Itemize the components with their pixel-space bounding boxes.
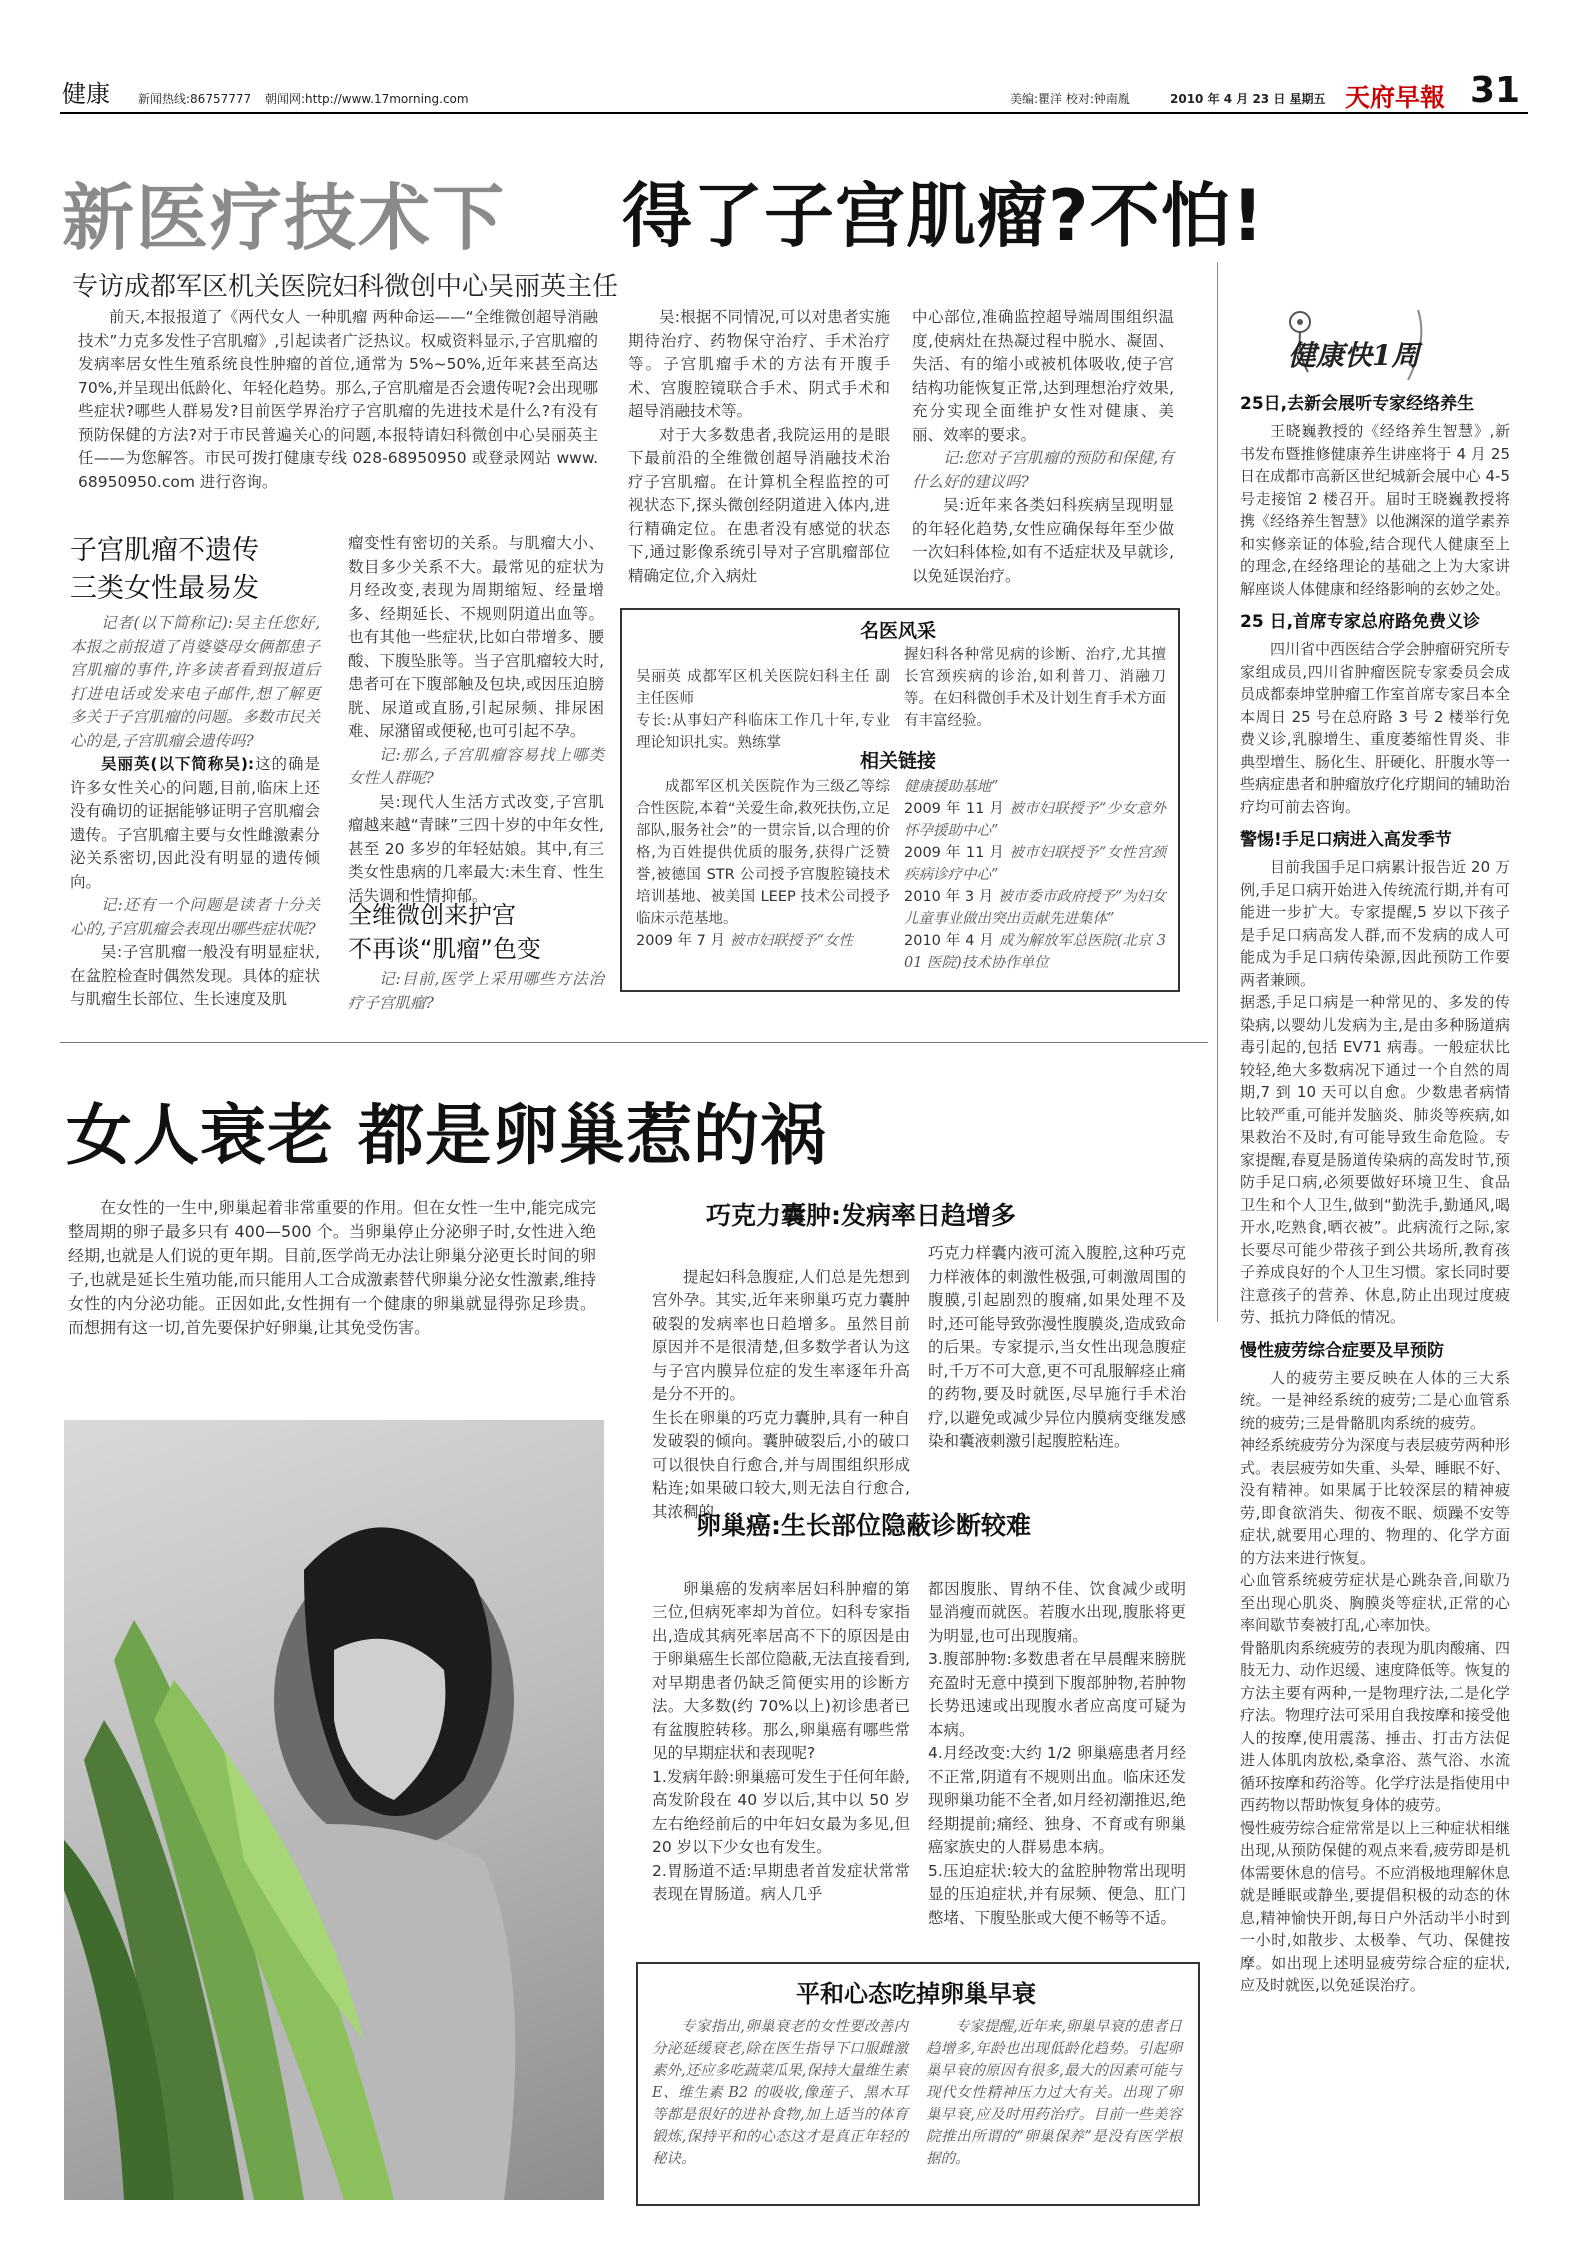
related-link-left: 成都军区机关医院作为三级乙等综合性医院,本着“关爱生命,救死扶伤,立足部队,服务社会”的一贯宗旨,以合理的价格,为百姓提供优质的服务,获得广泛赞誉,被德国 STR 公司授予宫腹腔镜技术培训基地、被美国 LEEP 技术公司授予临床示范基地。 2009 年 7 月 被市妇联授予“女性 — [636, 779, 890, 949]
woman-photo — [64, 1420, 604, 2200]
sidebar-logo — [1268, 300, 1468, 390]
sidebar-item — [1240, 392, 1510, 600]
woman-photo-illustration — [64, 1420, 604, 2200]
header-editors: 美编:瞿洋 校对:钟南胤 — [1010, 92, 1130, 106]
sidebar-item-body: 人的疲劳主要反映在人体的三大系统。一是神经系统的疲劳;二是心血管系统的疲劳;三是骨骼肌肉系统的疲劳。 神经系统疲劳分为深度与表层疲劳两种形式。表层疲劳如失重、头晕、睡眠不好、没有精神。如果属于比较深层的精神疲劳,即食欲消失、彻夜不眠、烦躁不安等症状,就要用心理的、物理的、化学方面的方法来进行恢复。 心血管系统疲劳症状是心跳杂音,间歇乃至出现心肌炎、胸膜炎等症状,正常的心率间歇节奏被打乱,心率加快。 骨骼肌肉系统疲劳的表现为肌肉酸痛、四肢无力、动作迟缓、速度降低等。恢复的方法主要有两种,一是物理疗法,二是化学疗法。物理疗法可采用自我按摩和接受他人的按摩,使用震荡、捶击、打击方法促进人体肌肉放松,桑拿浴、蒸气浴、水流循环按摩和药浴等。化学疗法是指使用中西药物以帮助恢复身体的疲劳。 慢性疲劳综合症常常是以上三种症状相继出现,从预防保健的观点来看,疲劳即是机体需要休息的信号。不应消极地理解休息就是睡眠或静坐,要提倡积极的动态的休息,精神愉快开朗,每日户外活动半小时到一小时,如散步、太极拳、气功、保健按摩。如出现上述明显疲劳综合症的症状,应及时就医,以免延误治疗。 — [1240, 1368, 1511, 1994]
article2-section2-title: 卵巢癌:生长部位隐蔽诊断较难 — [696, 1511, 1031, 1540]
article2-title: 女人衰老 都是卵巢惹的祸 — [66, 1097, 827, 1174]
related-link-right: 健康援助基地” 2009 年 11 月 被市妇联授予“少女意外怀孕援助中心” 2009 年 11 月 被市妇联授予“女性宫颈疾病诊疗中心” 2010 年 3 月 被市委市政府授予“为妇女儿童事业做出突出贡献先进集体” 2010 年 4 月 成为解放军总医院(北京 301 医院)技术协作单位 — [904, 779, 1167, 971]
article1-col3: 吴:根据不同情况,可以对患者实施期待治疗、药物保守治疗、手术治疗等。子宫肌瘤手术的方法有开腹手术、宫腹腔镜联合手术、阴式手术和超导消融技术等。 对于大多数患者,我院运用的是眼下最前沿的全维微创超导消融技术治疗子宫肌瘤。在计算机全程监控的可视状态下,探头微创经阴道进入体内,进行精确定位。在患者没有感觉的状态下,通过影像系统引导对子宫肌瘤部位精确定位,介入病灶 — [628, 308, 890, 585]
related-link-title: 相关链接 — [859, 750, 936, 772]
sidebar-item-title: 25 日,首席专家总府路免费义诊 — [1240, 612, 1481, 632]
page-number: 31 — [1470, 70, 1521, 111]
header-date: 2010 年 4 月 23 日 星期五 — [1170, 92, 1326, 106]
article1-title-left: 新医疗技术下 — [62, 176, 507, 260]
expert-box-title: 名医风采 — [859, 620, 936, 642]
article2-s2-col2: 都因腹胀、胃纳不佳、饮食减少或明显消瘦而就医。若腹水出现,腹胀将更为明显,也可出现腹痛。 3.腹部肿物:多数患者在早晨醒来膀胱充盈时无意中摸到下腹部肿物,若肿物长势迅速或出现腹水者应高度可疑为本病。 4.月经改变:大约 1/2 卵巢癌患者月经不正常,阴道有不规则出血。临床还发现卵巢功能不全者,如月经初潮推迟,绝经期提前;痛经、独身、不育或有卵巢癌家族史的人群易患本病。 5.压迫症状:较大的盆腔肿物常出现明显的压迫症状,并有尿频、便急、肛门憋堵、下腹坠胀或大便不畅等不适。 — [928, 1579, 1186, 1927]
article1-section-heading-1: 子宫肌瘤不遗传 三类女性最易发 — [70, 535, 259, 604]
article1-col1: 记者(以下简称记):吴主任您好,本报之前报道了肖婆婆母女俩都患子宫肌瘤的事件,许多读者看到报道后打进电话或发来电子邮件,想了解更多关于子宫肌瘤的问题。多数市民关心的是,子宫肌瘤会遗传吗? 吴丽英(以下简称吴):这的确是许多女性关心的问题,目前,临床上还没有确切的证据能够证明子宫肌瘤会遗传。子宫肌瘤主要与女性雌激素分泌关系密切,因此没有明显的遗传倾向。 记:还有一个问题是读者十分关心的,子宫肌瘤会表现出哪些症状呢? 吴:子宫肌瘤一般没有明显症状,在盆腔检查时偶然发现。具体的症状与肌瘤生长部位、生长速度及肌 — [70, 614, 320, 1008]
article1-col4: 中心部位,准确监控超导端周围组织温度,使病灶在热凝过程中脱水、凝固、失活、有的缩小或被机体吸收,使子宫结构功能恢复正常,达到理想治疗效果,充分实现全面维护女性对健康、美丽、效率的要求。 记:您对子宫肌瘤的预防和保健,有什么好的建议吗? 吴:近年来各类妇科疾病呈现明显的年轻化趋势,女性应确保每年至少做一次妇科体检,如有不适症状及早就诊,以免延误治疗。 — [912, 308, 1174, 585]
article1-section-heading-2: 全维微创来护宫 不再谈“肌瘤”色变 — [348, 901, 541, 963]
article1-title-right: 得了子宫肌瘤?不怕! — [622, 175, 1265, 257]
article1-intro: 前天,本报报道了《两代女人 一种肌瘤 两种命运——“全维微创超导消融技术”力克多发性子宫肌瘤》,引起读者广泛热议。权威资料显示,子宫肌瘤的发病率居女性生殖系统良性肿瘤的首位,通常为 5%~50%,近年来甚至高达 70%,并呈现出低龄化、年轻化趋势。那么,子宫肌瘤是否会遗传呢?会出现哪些症状?哪些人群易发?目前医学界治疗子宫肌瘤的先进技术是什么?有没有预防保健的方法?对于市民普遍关心的问题,本报特请妇科微创中心吴丽英主任——为您解答。市民可拨打健康专线 028-68950950 或登录网站 www.68950950.com 进行咨询。 — [78, 308, 598, 491]
header-hotline: 新闻热线:86757777 — [138, 92, 252, 106]
sidebar-column — [1240, 392, 1510, 1997]
sidebar-item-title: 警惕!手足口病进入高发季节 — [1240, 830, 1452, 850]
sidebar-item — [1240, 828, 1510, 1329]
header-section: 健康 — [62, 80, 110, 108]
article2-s3-col2: 专家提醒,近年来,卵巢早衰的患者日趋增多,年龄也出现低龄化趋势。引起卵巢早衰的原因有很多,最大的因素可能与现代女性精神压力过大有关。出现了卵巢早衰,应及时用药治疗。目前一些美容院推出所谓的“卵巢保养”是没有医学根据的。 — [926, 2019, 1182, 2167]
article1-rule-v — [1217, 262, 1218, 1322]
expert-box-left: 吴丽英 成都军区机关医院妇科主任 副主任医师 专长:从事妇产科临床工作几十年,专业理论知识扎实。熟练掌 — [636, 669, 890, 751]
article2-s1-col1: 提起妇科急腹症,人们总是先想到宫外孕。其实,近年来卵巢巧克力囊肿破裂的发病率也日趋增多。虽然目前原因并不是很清楚,但多数学者认为这与子宫内膜异位症的发生率逐年升高是分不开的。 生长在卵巢的巧克力囊肿,具有一种自发破裂的倾向。囊肿破裂后,小的破口可以很快自行愈合,并与周围组织形成粘连;如果破口较大,则无法自行愈合,其浓稠的 — [652, 1267, 910, 1521]
article1-subtitle: 专访成都军区机关医院妇科微创中心吴丽英主任 — [72, 272, 619, 302]
article2-s2-col1: 卵巢癌的发病率居妇科肿瘤的第三位,但病死率却为首位。妇科专家指出,造成其病死率居高不下的原因是由于卵巢癌生长部位隐蔽,无法直接看到,对早期患者仍缺乏简便实用的诊断方法。大多数(约 70%以上)初诊患者已有盆腹腔转移。那么,卵巢癌有哪些常见的早期症状和表现呢? 1.发病年龄:卵巢癌可发生于任何年龄,高发阶段在 40 岁以后,其中以 50 岁左右绝经前后的中年妇女最为多见,但 20 岁以下少女也有发生。 2.胃肠道不适:早期患者首发症状常常表现在胃肠道。病人几乎 — [652, 1579, 910, 1903]
article2-intro: 在女性的一生中,卵巢起着非常重要的作用。但在女性一生中,能完成完整周期的卵子最多只有 400—500 个。当卵巢停止分泌卵子时,女性进入绝经期,也就是人们说的更年期。目前,医学尚无办法让卵巢分泌更长时间的卵子,也就是延长生殖功能,而只能用人工合成激素替代卵巢分泌女性激素,维持女性的内分泌功能。正因如此,女性拥有一个健康的卵巢就显得弥足珍贵。而想拥有这一切,首先要保护好卵巢,让其免受伤害。 — [68, 1198, 596, 1337]
expert-box-right: 握妇科各种常见病的诊断、治疗,尤其擅长宫颈疾病的诊治,如利普刀、消融刀等。在妇科微创手术及计划生育手术方面有丰富经验。 — [904, 647, 1166, 729]
sidebar-item-title: 慢性疲劳综合症要及早预防 — [1240, 1340, 1444, 1361]
article2-s3-col1: 专家指出,卵巢衰老的女性要改善内分泌延缓衰老,除在医生指导下口服雌激素外,还应多吃蔬菜瓜果,保持大量维生素 E、维生素 B2 的吸收,像莲子、黑木耳等都是很好的进补食物,加上适当的体育锻炼,保持平和的心态这才是真正年轻的秘诀。 — [652, 2019, 908, 2167]
sidebar-item — [1240, 1339, 1510, 1997]
header-rule — [60, 112, 1528, 114]
article1-col2-end: 记:目前,医学上采用哪些方法治疗子宫肌瘤? — [348, 970, 604, 1012]
article-divider — [60, 1042, 1208, 1043]
sidebar-item-body: 四川省中西医结合学会肿瘤研究所专家组成员,四川省肿瘤医院专家委员会成员成都泰坤堂肿瘤工作室首席专家吕本全本周日 25 号在总府路 3 号 2 楼举行免费义诊,乳腺增生、重度萎缩性胃炎、非典型增生、肠化生、肝硬化、肝腹水等一些病症患者和肿瘤放疗化疗期间的辅助治疗均可前去咨询。 — [1240, 640, 1511, 816]
header-website: 朝闻网:http://www.17morning.com — [265, 92, 469, 106]
article1-col2: 瘤变性有密切的关系。与肌瘤大小、数目多少关系不大。最常见的症状为月经改变,表现为周期缩短、经量增多、经期延长、不规则阴道出血等。也有其他一些症状,比如白带增多、腰酸、下腹坠胀等。当子宫肌瘤较大时,患者可在下腹部触及包块,或因压迫膀胱、尿道或直肠,引起尿频、排尿困难、尿潴留或便秘,也可引起不孕。 记:那么,子宫肌瘤容易找上哪类女性人群呢? 吴:现代人生活方式改变,子宫肌瘤越来越“青睐”三四十岁的中年女性,甚至 20 多岁的年轻姑娘。其中,有三类女性患病的几率最大:未生育、性生活失调和性情抑郁。 — [348, 534, 604, 905]
paper-logo: 天府早報 — [1345, 83, 1446, 112]
sidebar-logo-text: 健康快1周 — [1288, 339, 1420, 372]
sidebar-item — [1240, 610, 1510, 818]
article2-section1-title: 巧克力囊肿:发病率日趋增多 — [706, 1201, 1016, 1230]
sidebar-item-body: 王晓巍教授的《经络养生智慧》,新书发布暨推修健康养生讲座将于 4 月 25 日在成都市高新区世纪城新会展中心 4-5 号走接馆 2 楼召开。届时王晓巍教授将携《经络养生智慧》以他渊深的道学素养和实修亲证的体验,结合现代人健康至上的理念,在经络理论的基础之上为大家讲解座谈人体健康和经络影响的玄妙之处。 — [1240, 422, 1511, 598]
sidebar-item-title: 25日,去新会展听专家经络养生 — [1240, 394, 1475, 414]
sidebar-item-body: 目前我国手足口病累计报告近 20 万例,手足口病开始进入传统流行期,并有可能进一步扩大。专家提醒,5 岁以下孩子是手足口病高发人群,而不发病的成人可能成为手足口病传染源,因此预防工作要两者兼顾。 据悉,手足口病是一种常见的、多发的传染病,以婴幼儿发病为主,是由多种肠道病毒引起的,包括 EV71 病毒。一般症状比较轻,绝大多数病况下通过一个自然的周期,7 到 10 天可以自愈。少数患者病情比较严重,可能并发脑炎、肺炎等疾病,如果救治不及时,有可能导致生命危险。专家提醒,春夏是肠道传染病的高发时节,预防手足口病,必须要做好环境卫生、食品卫生和个人卫生,做到“勤洗手,勤通风,喝开水,吃熟食,晒衣被”。此病流行之际,家长要尽可能少带孩子到公共场所,教育孩子养成良好的个人卫生习惯。家长同时要注意孩子的营养、休息,防止出现过度疲劳、抵抗力降低的情况。 — [1240, 858, 1511, 1326]
article2-s1-col2: 巧克力样囊内液可流入腹腔,这种巧克力样液体的刺激性极强,可刺激周围的腹膜,引起剧烈的腹痛,如果处理不及时,还可能导致弥漫性腹膜炎,造成致命的后果。专家提示,当女性出现急腹症时,千万不可大意,更不可乱服解痉止痛的药物,要及时就医,尽早施行手术治疗,以避免或减少异位内膜病变继发感染和囊液刺激引起腹腔粘连。 — [928, 1244, 1186, 1450]
article2-section3-title: 平和心态吃掉卵巢早衰 — [796, 1980, 1036, 2008]
